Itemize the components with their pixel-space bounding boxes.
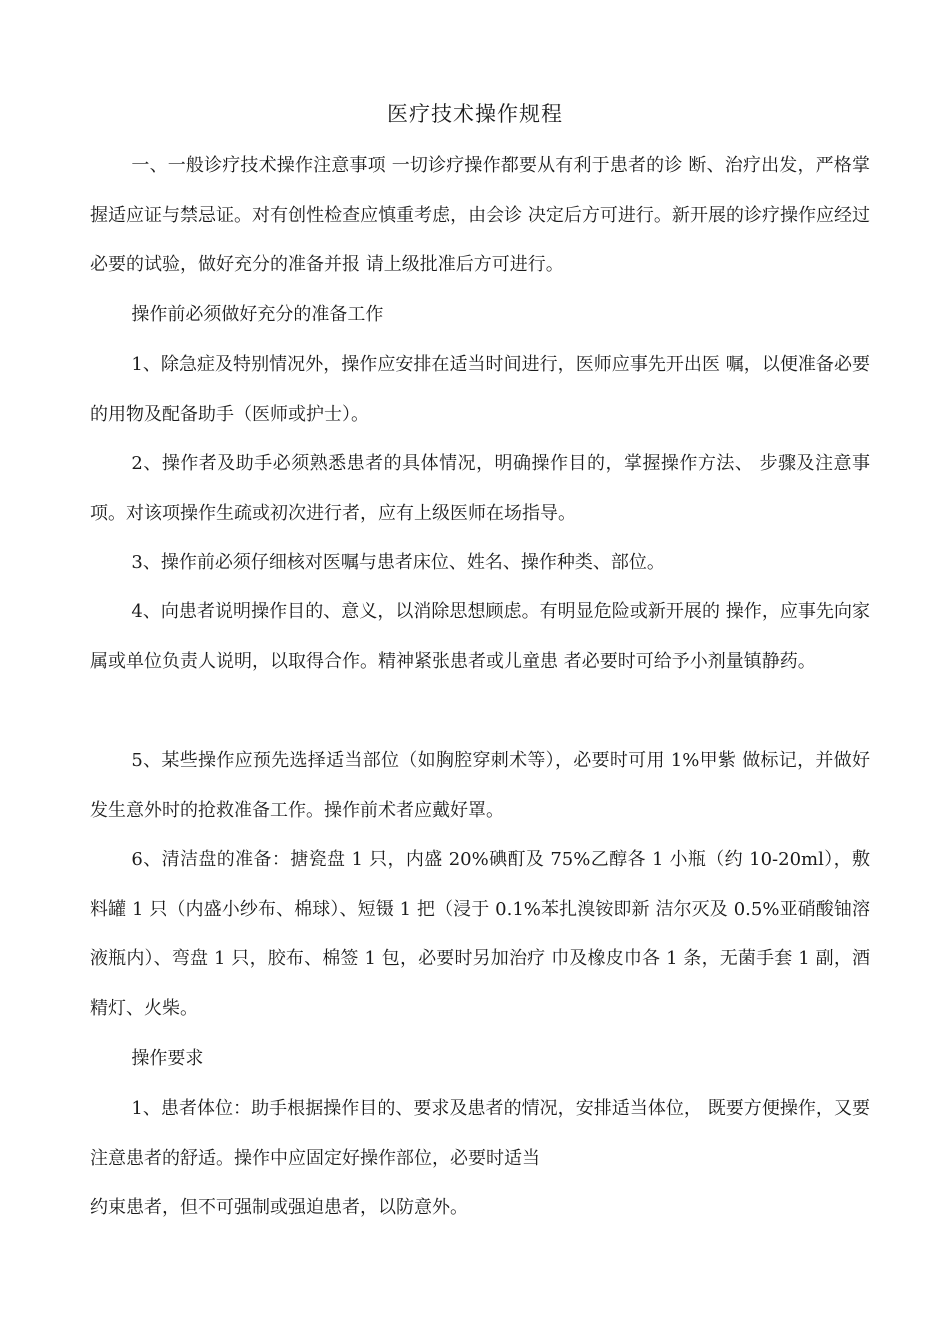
paragraph-item-6: 6、清洁盘的准备：搪瓷盘 1 只，内盛 20%碘酊及 75%乙醇各 1 小瓶（约 10-20ml），敷料罐 1 只（内盛小纱布、棉球）、短镊 1 把（浸于 0.1%苯扎溴铵即新 洁尔灭及 0.5%亚硝酸铀溶液瓶内）、弯盘 1 只，胶布、棉签 1 包，必要时另加治疗 巾及橡皮巾各 1 条，无菌手套 1 副，酒精灯、火柴。 [90, 849, 870, 1019]
paragraph-item-3: 3、操作前必须仔细核对医嘱与患者床位、姓名、操作种类、部位。 [131, 552, 665, 573]
paragraph-item-4: 4、向患者说明操作目的、意义，以消除思想顾虑。有明显危险或新开展的 操作，应事先向家属或单位负责人说明，以取得合作。精神紧张患者或儿童患 者必要时可给予小剂量镇静药。 [90, 601, 870, 672]
paragraph-item-2: 2、操作者及助手必须熟悉患者的具体情况，明确操作目的，掌握操作方法、 步骤及注意事项。对该项操作生疏或初次进行者，应有上级医师在场指导。 [90, 453, 870, 524]
paragraph-general-notes: 一、一般诊疗技术操作注意事项 一切诊疗操作都要从有利于患者的诊 断、治疗出发，严格掌握适应证与禁忌证。对有创性检查应慎重考虑，由会诊 决定后方可进行。新开展的诊疗操作应经过必要的试验，做好充分的准备并报 请上级批准后方可进行。 [90, 155, 870, 276]
paragraph-patient-position-continued: 约束患者，但不可强制或强迫患者，以防意外。 [90, 1197, 468, 1218]
paragraph-preparation-heading: 操作前必须做好充分的准备工作 [131, 304, 384, 325]
paragraph-item-1: 1、除急症及特别情况外，操作应安排在适当时间进行，医师应事先开出医 嘱，以便准备必要的用物及配备助手（医师或护士）。 [90, 354, 870, 425]
paragraph-item-5: 5、某些操作应预先选择适当部位（如胸腔穿刺术等），必要时可用 1%甲紫 做标记，并做好发生意外时的抢救准备工作。操作前术者应戴好罩。 [90, 750, 870, 821]
document-title: 医疗技术操作规程 [387, 102, 563, 126]
paragraph-patient-position: 1、患者体位：助手根据操作目的、要求及患者的情况，安排适当体位， 既要方便操作，又要注意患者的舒适。操作中应固定好操作部位，必要时适当 [90, 1098, 870, 1169]
paragraph-requirements-heading: 操作要求 [131, 1048, 204, 1069]
